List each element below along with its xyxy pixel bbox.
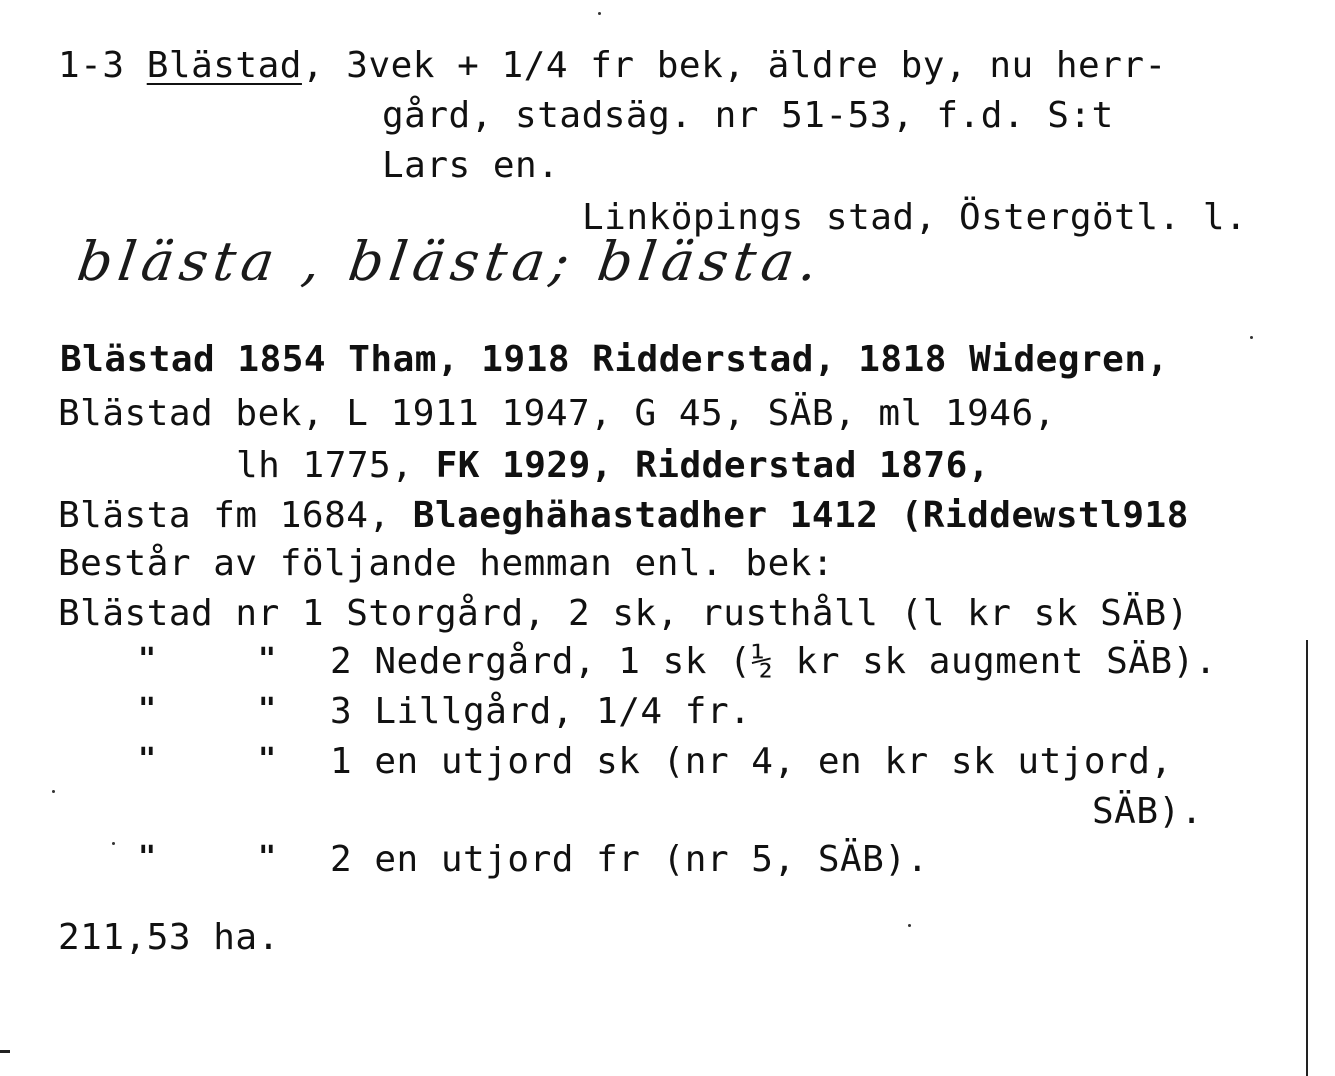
handwritten-pronunciation: blästa , blästa; blästa. bbox=[73, 230, 828, 293]
ditto-mark: " bbox=[138, 642, 157, 677]
speck bbox=[52, 790, 55, 793]
header-line-3: Lars en. bbox=[382, 145, 560, 186]
farm-row-4-continuation: SÄB). bbox=[1092, 791, 1203, 832]
area-value: 211,53 ha. bbox=[58, 917, 280, 958]
speck bbox=[1250, 336, 1253, 339]
sources-line-4-bold: Blaeghähastadher 1412 (Riddewstl918 bbox=[390, 495, 1189, 536]
location-line: Linköpings stad, Östergötl. l. bbox=[582, 197, 1248, 238]
sources-line-4 bbox=[58, 496, 1189, 536]
speck bbox=[112, 842, 115, 845]
ditto-mark: " bbox=[258, 692, 277, 727]
sources-line-3-bold: FK 1929, Ridderstad 1876, bbox=[413, 445, 990, 486]
ditto-mark: " bbox=[138, 692, 157, 727]
sources-line-3-plain: lh 1775, bbox=[236, 445, 414, 486]
edge-mark bbox=[0, 1050, 10, 1053]
sources-line-4-plain: Blästa fm 1684, bbox=[58, 495, 391, 536]
header-line-2: gård, stadsäg. nr 51-53, f.d. S:t bbox=[382, 95, 1114, 136]
ditto-mark: " bbox=[138, 840, 157, 875]
composition-intro: Består av följande hemman enl. bek: bbox=[58, 543, 835, 584]
sources-line-3 bbox=[236, 446, 990, 486]
ditto-mark: " bbox=[258, 742, 277, 777]
ditto-mark: " bbox=[258, 642, 277, 677]
farm-row-5: 2 en utjord fr (nr 5, SÄB). bbox=[330, 839, 929, 880]
ditto-mark: " bbox=[258, 840, 277, 875]
sources-line-2: Blästad bek, L 1911 1947, G 45, SÄB, ml 1946, bbox=[58, 393, 1056, 434]
farm-row-3: 3 Lillgård, 1/4 fr. bbox=[330, 691, 752, 732]
farm-row-2: 2 Nedergård, 1 sk (½ kr sk augment SÄB). bbox=[330, 641, 1217, 682]
card-number: 1-3 bbox=[58, 45, 125, 86]
speck bbox=[598, 12, 601, 15]
header-description: , 3vek + 1/4 fr bek, äldre by, nu herr- bbox=[301, 45, 1167, 86]
place-name: Blästad bbox=[146, 45, 302, 86]
header-line-1 bbox=[58, 46, 1167, 86]
ditto-mark: " bbox=[138, 742, 157, 777]
farm-row-4: 1 en utjord sk (nr 4, en kr sk utjord, bbox=[330, 741, 1173, 782]
farm-row-1: Blästad nr 1 Storgård, 2 sk, rusthåll (l kr sk SÄB) bbox=[58, 593, 1189, 634]
speck bbox=[908, 924, 911, 927]
card-edge-rule bbox=[1306, 640, 1308, 1076]
sources-bold-line: Blästad 1854 Tham, 1918 Ridderstad, 1818 Widegren, bbox=[60, 339, 1169, 380]
